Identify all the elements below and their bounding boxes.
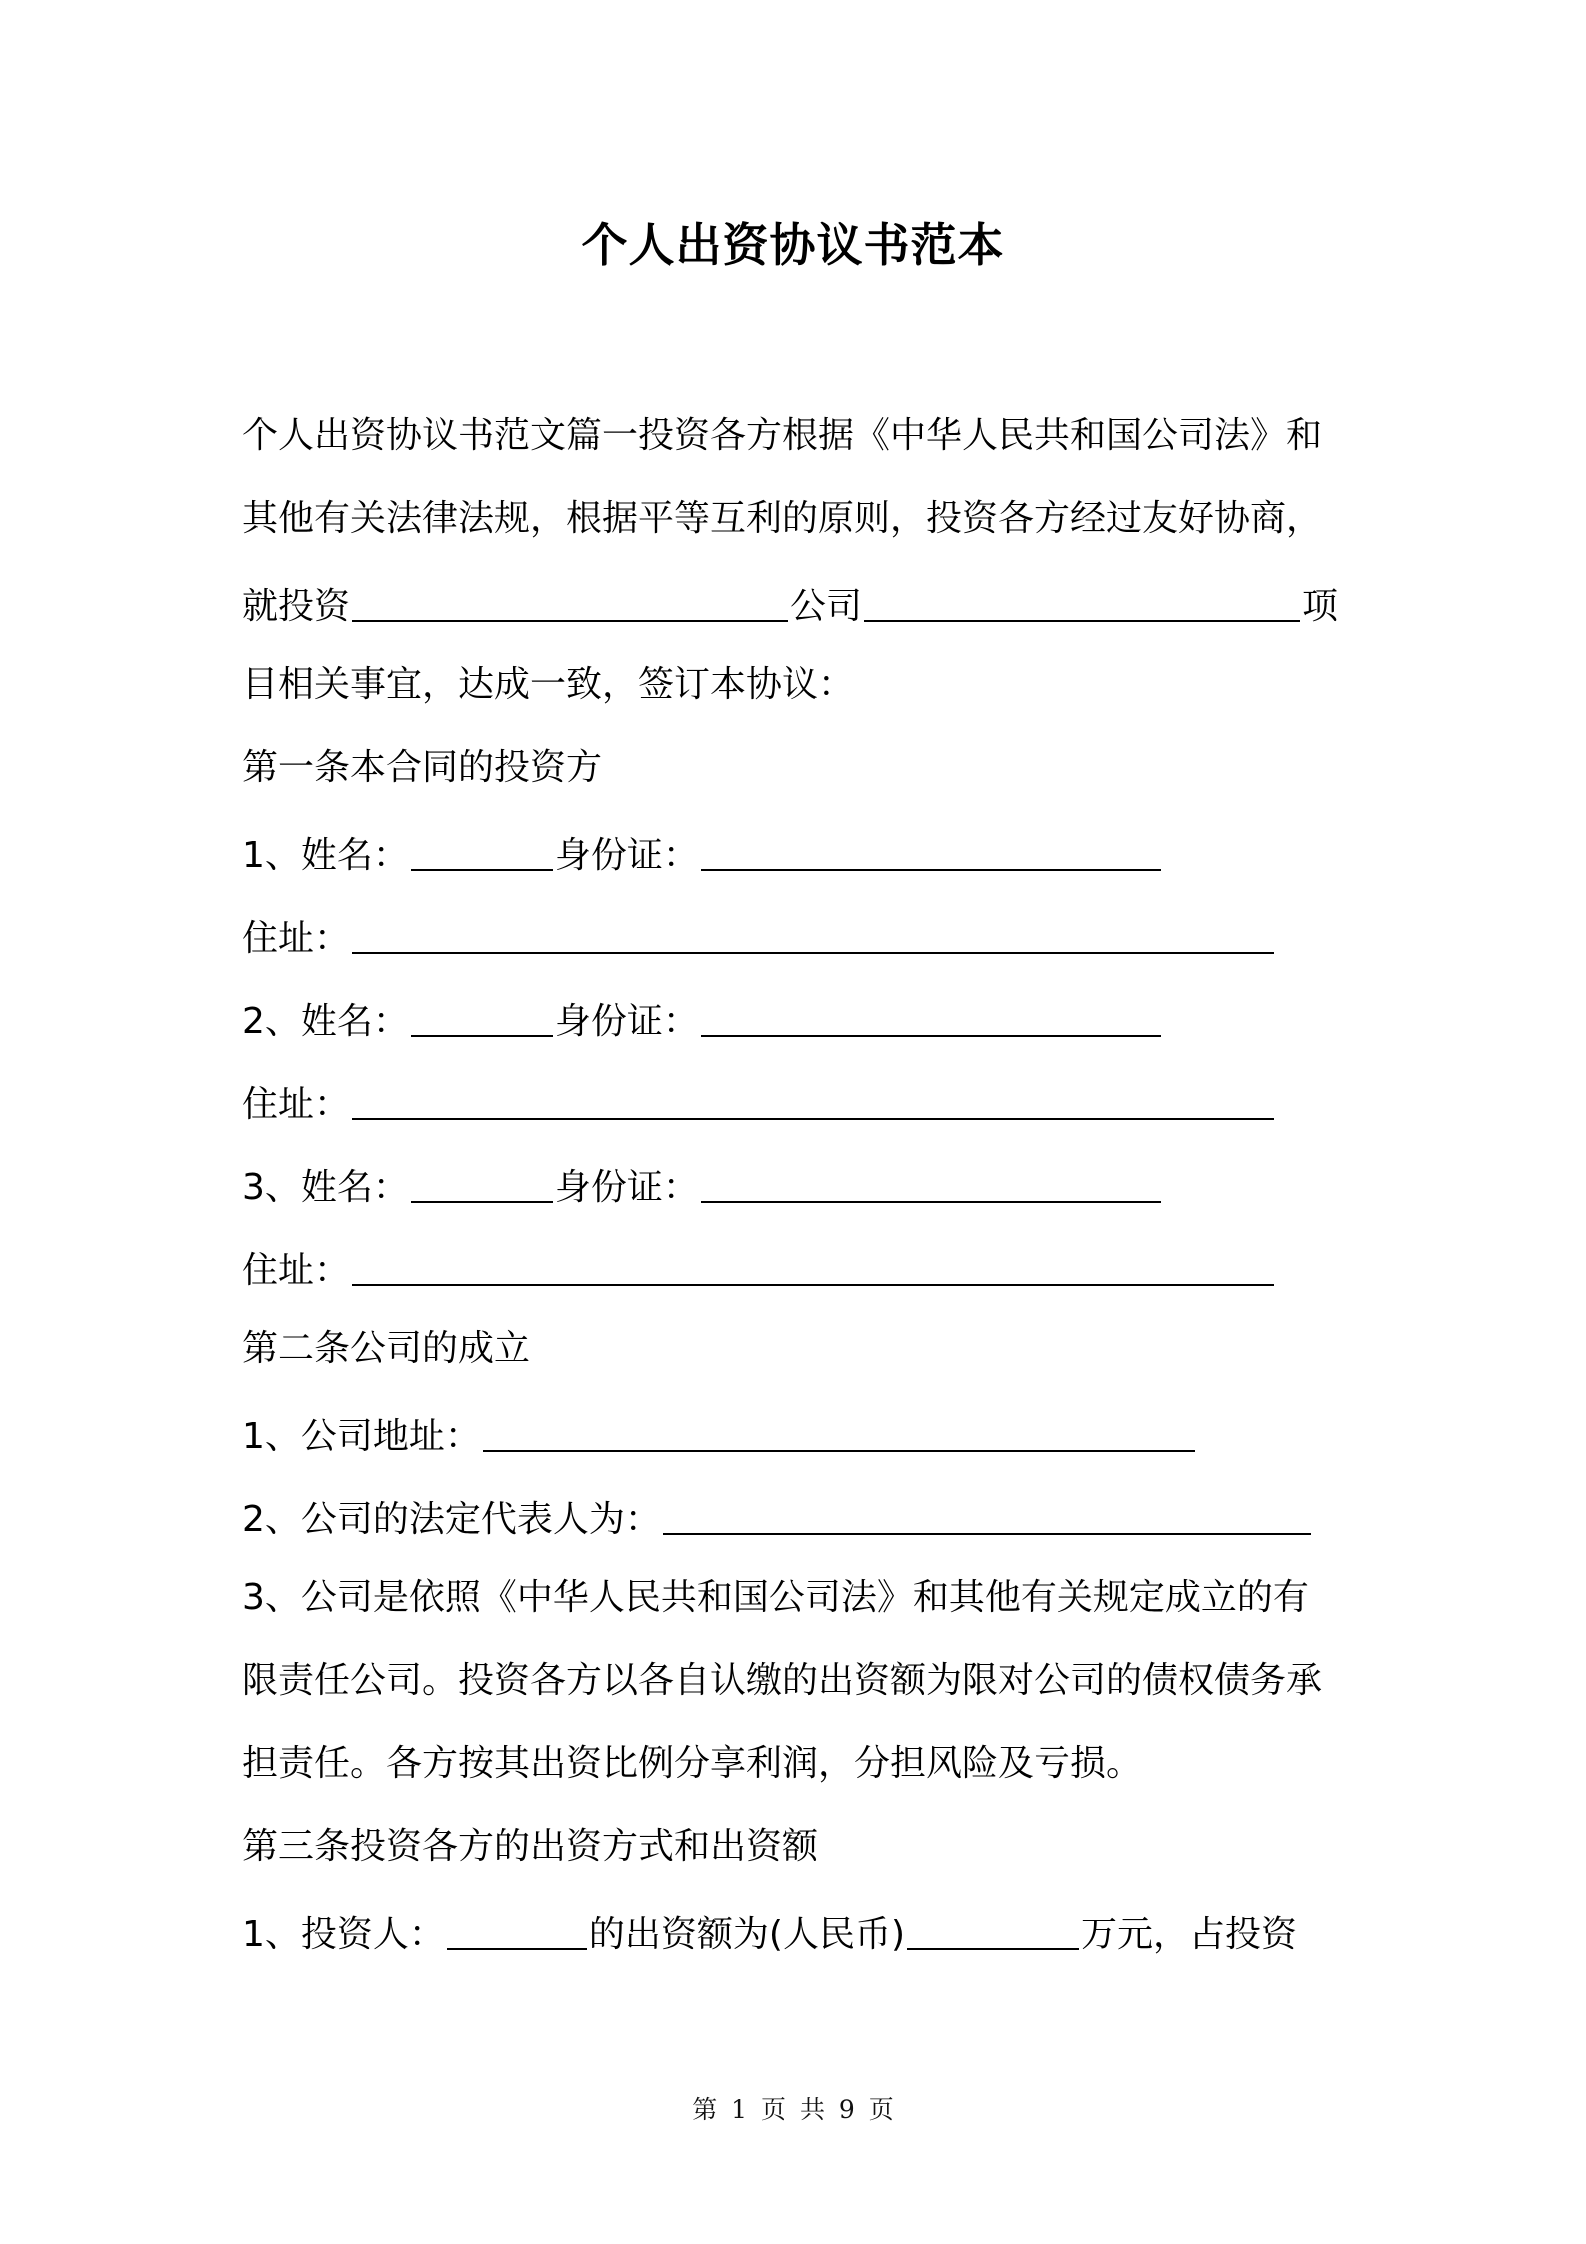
line-text: 住址： — [242, 1250, 351, 1291]
investor-2-name-line — [242, 987, 1354, 1070]
line-text: 住址： — [242, 918, 351, 959]
line-text: 的出资额为(人民币) — [588, 1914, 905, 1955]
line-text: 公司 — [790, 586, 863, 627]
heading-text: 第一条本合同的投资方 — [242, 747, 603, 788]
paragraph-line — [242, 406, 1354, 489]
investor-2-address-blank[interactable] — [352, 1074, 1274, 1120]
investor-1-name-blank[interactable] — [411, 825, 553, 871]
investor-1-address-line — [242, 904, 1354, 987]
line-text: 住址： — [242, 1084, 351, 1125]
section-heading — [242, 738, 1354, 821]
investor-3-address-blank[interactable] — [352, 1240, 1274, 1286]
section-heading — [242, 1817, 1354, 1900]
line-text: 担责任。各方按其出资比例分享利润，分担风险及亏损。 — [242, 1743, 1143, 1784]
investor-name-blank[interactable] — [447, 1904, 587, 1950]
paragraph-line — [242, 1734, 1354, 1817]
investor-2-address-line — [242, 1070, 1354, 1153]
line-text: 1、投资人： — [242, 1914, 445, 1955]
line-text: 限责任公司。投资各方以各自认缴的出资额为限对公司的债权债务承 — [242, 1660, 1323, 1701]
legal-representative-line — [242, 1485, 1354, 1568]
investor-3-address-line — [242, 1236, 1354, 1319]
paragraph-line — [242, 1568, 1354, 1651]
line-text: 3、公司是依照《中华人民共和国公司法》和其他有关规定成立的有 — [242, 1577, 1309, 1618]
investor-1-id-blank[interactable] — [701, 825, 1161, 871]
line-text: 1、公司地址： — [242, 1416, 481, 1457]
paragraph-line — [242, 489, 1354, 572]
company-name-blank[interactable] — [352, 576, 788, 622]
line-text: 2、公司的法定代表人为： — [242, 1499, 661, 1540]
heading-text: 第二条公司的成立 — [242, 1328, 531, 1369]
legal-representative-blank[interactable] — [663, 1489, 1311, 1535]
paragraph-line — [242, 655, 1354, 738]
paragraph-line — [242, 1651, 1354, 1734]
line-text: 2、姓名： — [242, 1001, 409, 1042]
line-text: 身份证： — [554, 835, 699, 876]
investment-amount-line — [242, 1900, 1354, 1983]
line-text: 其他有关法律法规，根据平等互利的原则，投资各方经过友好协商， — [242, 498, 1323, 539]
paragraph-line — [242, 572, 1354, 655]
page-number: 第 1 页 共 9 页 — [692, 2095, 894, 2124]
line-text: 身份证： — [554, 1001, 699, 1042]
line-text: 万元，占投资 — [1081, 1914, 1298, 1955]
heading-text: 第三条投资各方的出资方式和出资额 — [242, 1826, 819, 1867]
line-text: 身份证： — [554, 1167, 699, 1208]
investor-1-name-line — [242, 821, 1354, 904]
line-text: 1、姓名： — [242, 835, 409, 876]
line-text: 目相关事宜，达成一致，签订本协议： — [242, 664, 855, 705]
company-address-blank[interactable] — [483, 1406, 1195, 1452]
investment-amount-blank[interactable] — [907, 1904, 1079, 1950]
investor-3-id-blank[interactable] — [701, 1157, 1161, 1203]
investor-3-name-blank[interactable] — [411, 1157, 553, 1203]
section-heading — [242, 1319, 1354, 1402]
project-name-blank[interactable] — [864, 576, 1300, 622]
investor-2-id-blank[interactable] — [701, 991, 1161, 1037]
document-title: 个人出资协议书范本 — [581, 218, 1005, 272]
line-text: 就投资 — [242, 586, 351, 627]
line-text: 项 — [1302, 586, 1339, 627]
line-text: 3、姓名： — [242, 1167, 409, 1208]
investor-1-address-blank[interactable] — [352, 908, 1274, 954]
investor-2-name-blank[interactable] — [411, 991, 553, 1037]
company-address-line — [242, 1402, 1354, 1485]
document-body — [242, 406, 1354, 1983]
line-text: 个人出资协议书范文篇一投资各方根据《中华人民共和国公司法》和 — [242, 415, 1323, 456]
investor-3-name-line — [242, 1153, 1354, 1236]
